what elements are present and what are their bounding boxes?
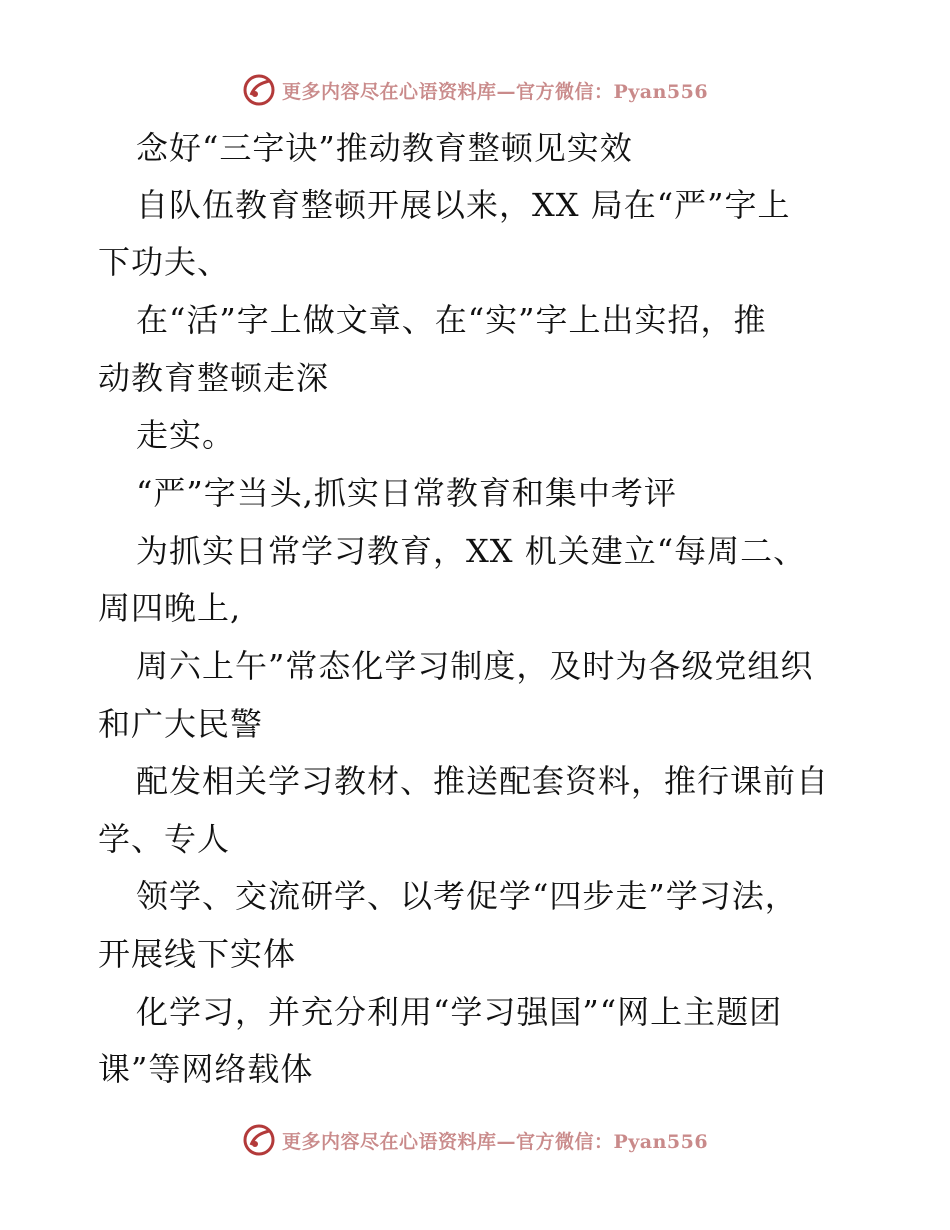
footer-banner [0,1120,950,1160]
text-line: 和广大民警 [98,705,264,743]
footer-banner-text: 更多内容尽在心语资料库—官方微信：Pyan556 [281,1130,709,1153]
text-line: 课”等网络载体 [98,1050,314,1088]
text-line: 周四晚上, [98,589,242,627]
brand-logo-icon [242,1123,276,1157]
text-line: 配发相关学习教材、推送配套资料，推行课前自 [136,762,830,800]
document-title: 念好“三字诀”推动教育整顿见实效 [136,129,633,167]
section-heading: “严”字当头,抓实日常教育和集中考评 [136,474,677,512]
text-line: 下功夫、 [98,243,231,281]
text-line: 学、专人 [98,820,231,858]
text-line: 在“活”字上做文章、在“实”字上出实招，推 [136,301,767,339]
text-line: 动教育整顿走深 [98,359,330,397]
text-line: 周六上午”常态化学习制度，及时为各级党组织 [136,647,814,685]
header-banner [0,70,950,110]
text-line: 化学习，并充分利用“学习强国”“网上主题团 [136,993,783,1031]
text-line: 为抓实日常学习教育，XX 机关建立“每周二、 [136,532,807,570]
header-banner-text: 更多内容尽在心语资料库—官方微信：Pyan556 [281,80,709,103]
text-line: 自队伍教育整顿开展以来，XX 局在“严”字上 [136,186,791,224]
text-line: 开展线下实体 [98,935,297,973]
text-line: 领学、交流研学、以考促学“四步走”学习法， [136,877,798,915]
text-line: 走实。 [136,416,236,454]
brand-logo-icon [242,73,276,107]
